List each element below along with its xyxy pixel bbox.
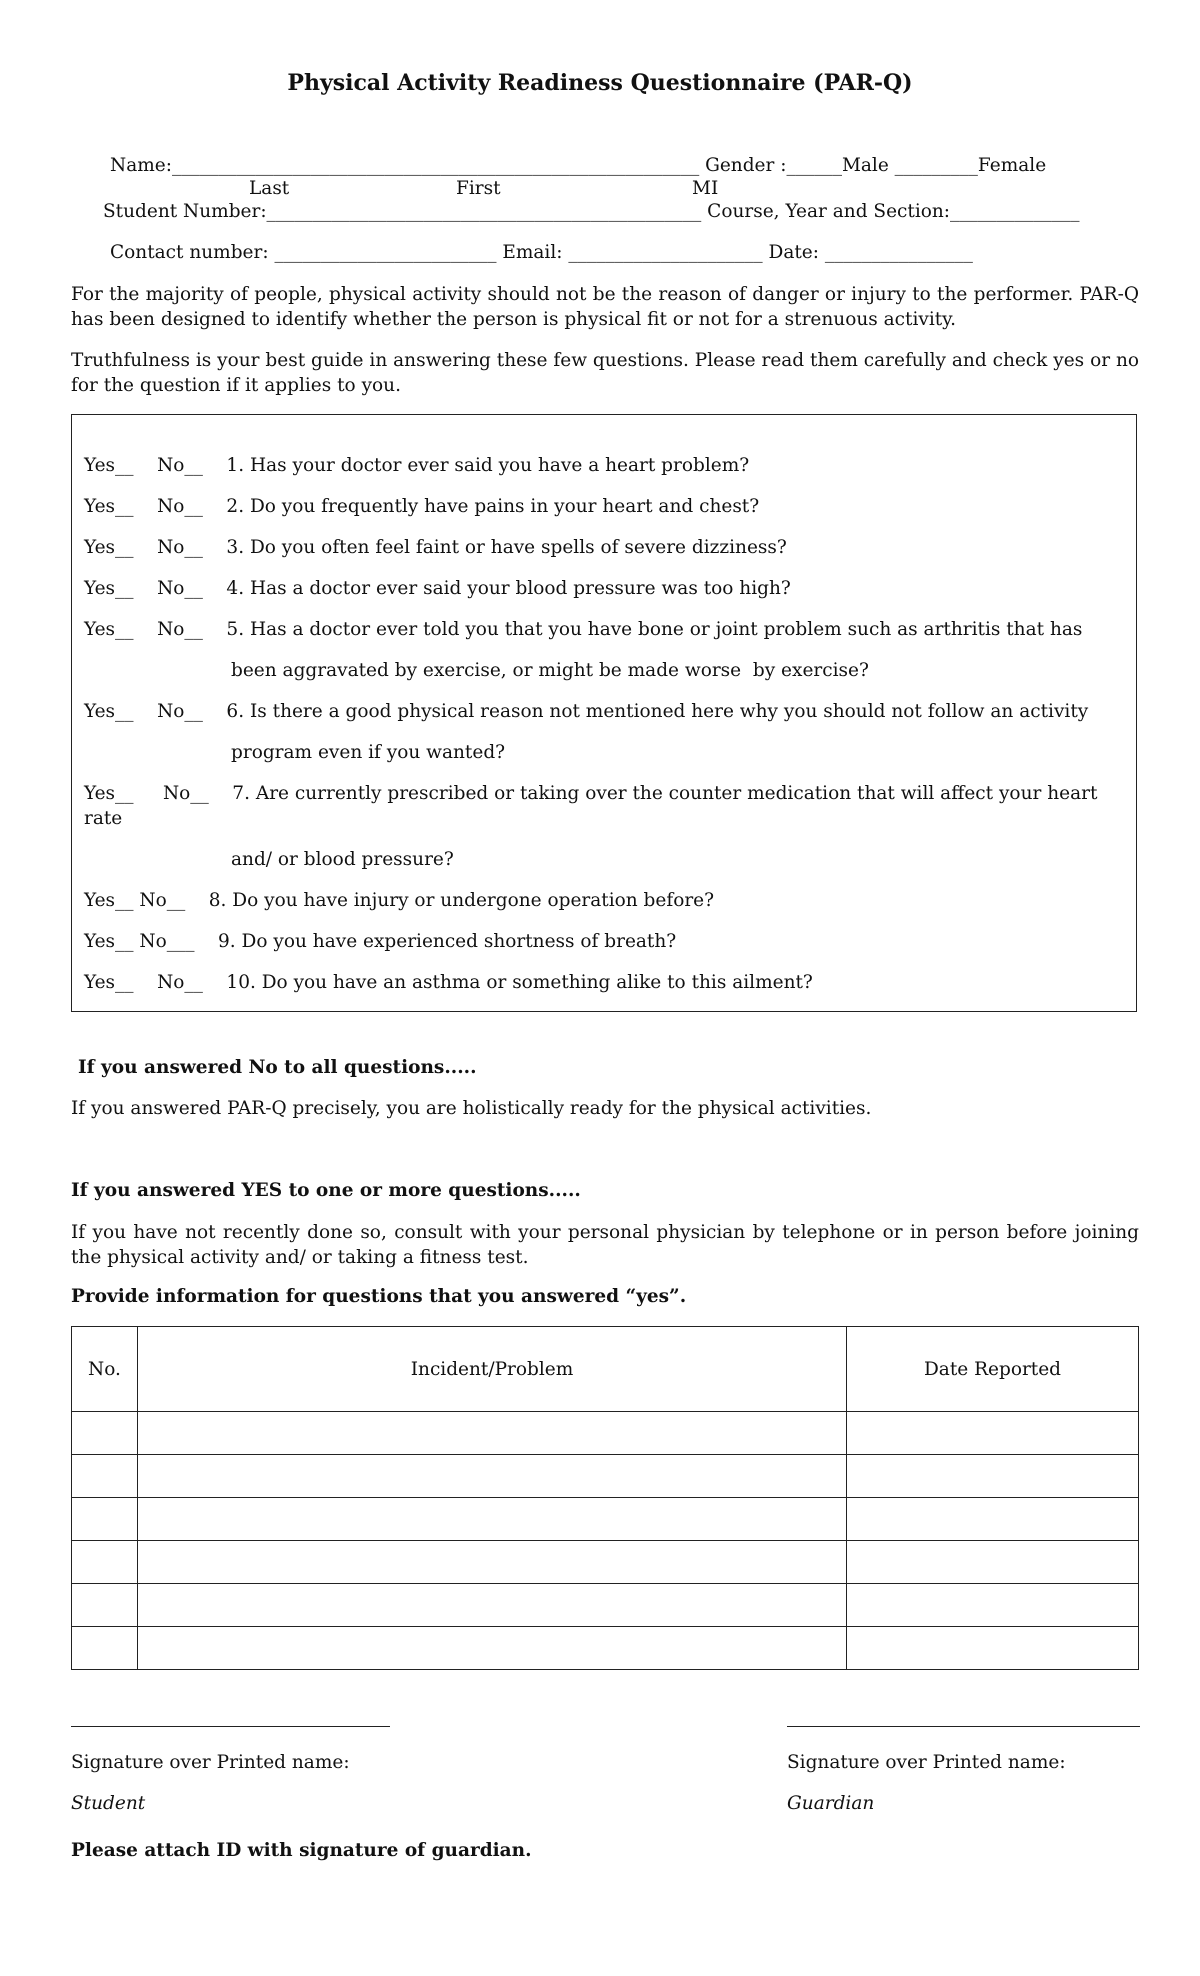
questions-box bbox=[71, 414, 1137, 1012]
question-6-continued: program even if you wanted? bbox=[84, 742, 506, 763]
guardian-role-label: Guardian bbox=[787, 1793, 875, 1814]
incident-table bbox=[71, 1326, 1139, 1670]
footer-note: Please attach ID with signature of guardian. bbox=[71, 1840, 532, 1861]
table-cell-incident[interactable] bbox=[138, 1541, 847, 1584]
table-row bbox=[72, 1541, 1139, 1584]
intro-paragraph-2: Truthfulness is your best guide in answering these few questions. Please read them carefully and check yes or no for the question if it applies to you. bbox=[71, 350, 1139, 396]
table-cell-date[interactable] bbox=[847, 1584, 1139, 1627]
column-header-no: No. bbox=[72, 1327, 138, 1412]
table-cell-incident[interactable] bbox=[138, 1412, 847, 1455]
table-row bbox=[72, 1455, 1139, 1498]
table-row bbox=[72, 1627, 1139, 1670]
column-header-incident: Incident/Problem bbox=[138, 1327, 847, 1412]
table-cell-no[interactable] bbox=[72, 1412, 138, 1455]
question-5-continued: been aggravated by exercise, or might be made worse by exercise? bbox=[84, 660, 869, 681]
question-7[interactable]: Yes__ No__ 7. Are currently prescribed or taking over the counter medication that will affect your heart bbox=[84, 783, 1098, 804]
table-row bbox=[72, 1584, 1139, 1627]
student-signature-line[interactable] bbox=[71, 1726, 390, 1727]
table-header-row bbox=[72, 1327, 1139, 1412]
question-8[interactable]: Yes__ No__ 8. Do you have injury or undergone operation before? bbox=[84, 890, 715, 911]
contact-email-date-line[interactable]: Contact number: ________________________ Email: _____________________ Date: ________________ bbox=[110, 242, 973, 263]
student-course-line[interactable]: Student Number:_______________________________________________ Course, Year and Section:______________ bbox=[103, 201, 1080, 222]
question-7-continued: and/ or blood pressure? bbox=[84, 849, 454, 870]
provide-info-heading: Provide information for questions that you answered “yes”. bbox=[71, 1286, 687, 1307]
no-answers-text: If you answered PAR-Q precisely, you are holistically ready for the physical activities. bbox=[71, 1098, 872, 1119]
table-cell-incident[interactable] bbox=[138, 1455, 847, 1498]
question-9[interactable]: Yes__ No___ 9. Do you have experienced shortness of breath? bbox=[84, 931, 677, 952]
name-sub-first: First bbox=[456, 178, 501, 199]
yes-answers-heading: If you answered YES to one or more questions..... bbox=[71, 1180, 581, 1201]
table-cell-no[interactable] bbox=[72, 1498, 138, 1541]
table-cell-date[interactable] bbox=[847, 1541, 1139, 1584]
table-cell-date[interactable] bbox=[847, 1412, 1139, 1455]
guardian-signature-label: Signature over Printed name: bbox=[787, 1752, 1066, 1773]
table-cell-date[interactable] bbox=[847, 1498, 1139, 1541]
intro-paragraph-1: For the majority of people, physical activity should not be the reason of danger or injury to the performer. PAR-Q has been designed to identify whether the person is physical fit or not for a strenuous activity. bbox=[71, 284, 1139, 330]
question-1[interactable]: Yes__ No__ 1. Has your doctor ever said you have a heart problem? bbox=[84, 455, 750, 476]
table-row bbox=[72, 1412, 1139, 1455]
table-cell-no[interactable] bbox=[72, 1627, 138, 1670]
question-5[interactable]: Yes__ No__ 5. Has a doctor ever told you that you have bone or joint problem such as arthritis that has bbox=[84, 619, 1083, 640]
question-4[interactable]: Yes__ No__ 4. Has a doctor ever said your blood pressure was too high? bbox=[84, 578, 791, 599]
column-header-date: Date Reported bbox=[847, 1327, 1139, 1412]
table-cell-incident[interactable] bbox=[138, 1498, 847, 1541]
name-gender-line[interactable]: Name:_________________________________________________________ Gender :______Male _________Female bbox=[110, 155, 1047, 176]
table-cell-incident[interactable] bbox=[138, 1627, 847, 1670]
table-cell-no[interactable] bbox=[72, 1455, 138, 1498]
guardian-signature-line[interactable] bbox=[787, 1726, 1140, 1727]
question-6[interactable]: Yes__ No__ 6. Is there a good physical reason not mentioned here why you should not follow an activity bbox=[84, 701, 1089, 722]
student-role-label: Student bbox=[71, 1793, 146, 1814]
question-3[interactable]: Yes__ No__ 3. Do you often feel faint or have spells of severe dizziness? bbox=[84, 537, 787, 558]
table-cell-date[interactable] bbox=[847, 1627, 1139, 1670]
question-7-wrap: rate bbox=[84, 808, 123, 829]
table-cell-no[interactable] bbox=[72, 1541, 138, 1584]
name-sub-last: Last bbox=[249, 178, 290, 199]
name-sub-mi: MI bbox=[692, 178, 719, 199]
page-title: Physical Activity Readiness Questionnaire (PAR-Q) bbox=[287, 70, 913, 96]
yes-answers-text: If you have not recently done so, consult with your personal physician by telephone or in person before joining the physical activity and/ or taking a fitness test. bbox=[71, 1222, 1139, 1268]
no-answers-heading: If you answered No to all questions..... bbox=[78, 1057, 477, 1078]
table-cell-no[interactable] bbox=[72, 1584, 138, 1627]
question-10[interactable]: Yes__ No__ 10. Do you have an asthma or something alike to this ailment? bbox=[84, 972, 813, 993]
question-2[interactable]: Yes__ No__ 2. Do you frequently have pains in your heart and chest? bbox=[84, 496, 760, 517]
table-cell-date[interactable] bbox=[847, 1455, 1139, 1498]
table-row bbox=[72, 1498, 1139, 1541]
table-cell-incident[interactable] bbox=[138, 1584, 847, 1627]
student-signature-label: Signature over Printed name: bbox=[71, 1752, 350, 1773]
